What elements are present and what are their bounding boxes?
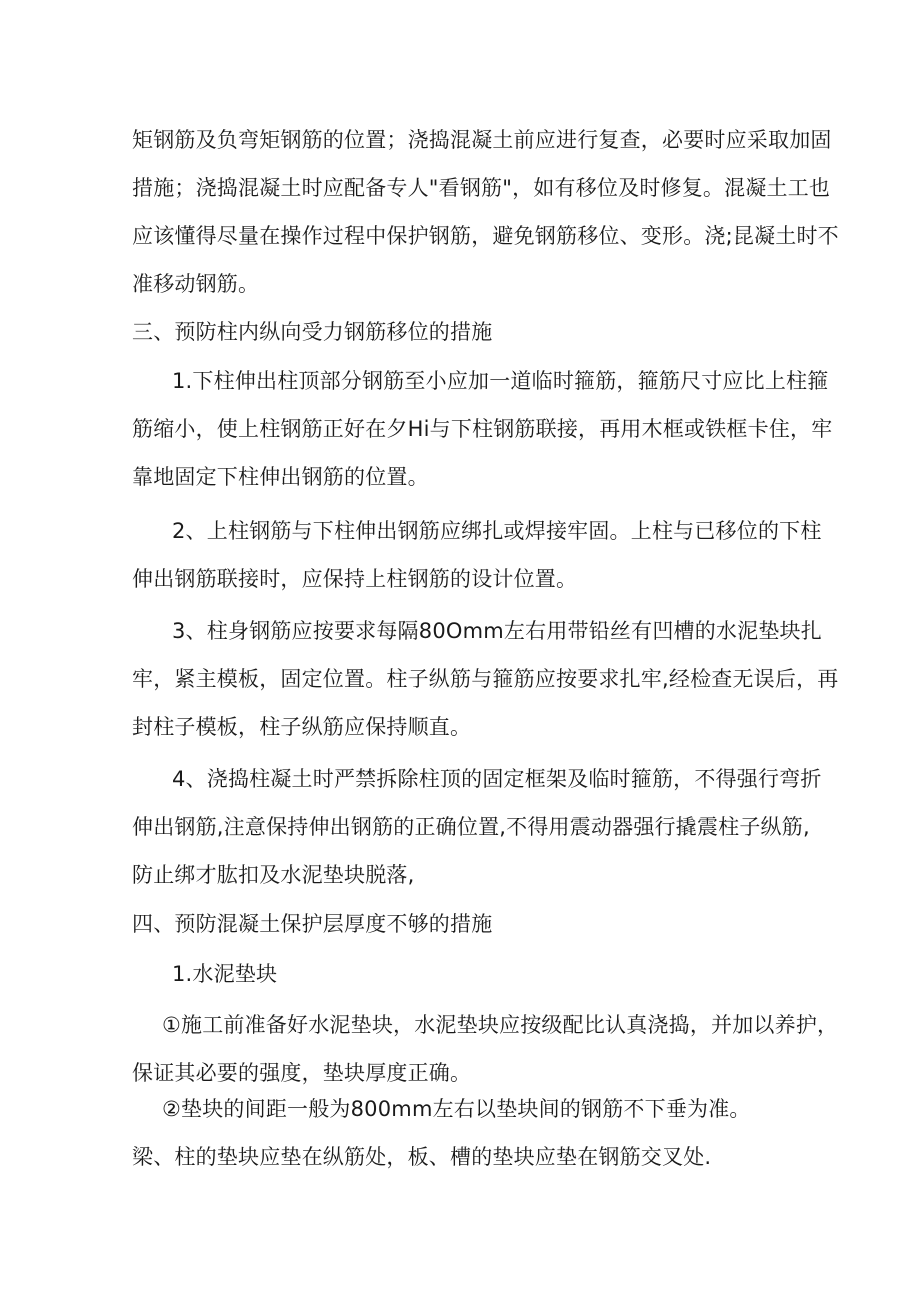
- text-line: 伸出钢筋联接时，应保持上柱钢筋的设计位置。: [132, 567, 578, 591]
- text-line: 牢，紧主模板，固定位置。柱子纵筋与箍筋应按要求扎牢,经检查无误后，再: [132, 667, 839, 691]
- section-heading-3: 三、预防柱内纵向受力钢筋移位的措施: [132, 320, 493, 344]
- text-line: 措施；浇捣混凝土时应配备专人"看钢筋"，如有移位及时修复。混凝土工也: [132, 176, 831, 200]
- text-line: ②垫块的间距一般为800mm左右以垫块间的钢筋不下垂为准。: [162, 1097, 751, 1121]
- text-line: 防止绑才肱扣及水泥垫块脱落,: [132, 863, 415, 887]
- text-line: 保证其必要的强度，垫块厚度正确。: [132, 1061, 472, 1085]
- text-line: 1.下柱伸出柱顶部分钢筋至小应加一道临时箍筋，箍筋尺寸应比上柱箍: [172, 369, 829, 393]
- text-line: 3、柱身钢筋应按要求每隔80Omm左右用带铅丝有凹槽的水泥垫块扎: [172, 619, 822, 643]
- text-line: 封柱子模板，柱子纵筋应保持顺直。: [132, 715, 472, 739]
- text-line: 伸出钢筋,注意保持伸出钢筋的正确位置,不得用震动器强行撬震柱子纵筋,: [132, 815, 810, 839]
- text-line: 矩钢筋及负弯矩钢筋的位置；浇捣混凝土前应进行复查，必要时应采取加固: [132, 128, 832, 152]
- text-line: 4、浇捣柱凝土时严禁拆除柱顶的固定框架及临时箍筋，不得强行弯折: [172, 767, 822, 791]
- text-line: 梁、柱的垫块应垫在纵筋处，板、槽的垫块应垫在钢筋交叉处.: [132, 1145, 712, 1169]
- text-line: 筋缩小，使上柱钢筋正好在夕Hi与下柱钢筋联接，再用木框或铁框卡住，牢: [132, 417, 833, 441]
- subheading: 1.水泥垫块: [172, 962, 278, 986]
- section-heading-4: 四、预防混凝土保护层厚度不够的措施: [132, 912, 493, 936]
- text-line: ①施工前准备好水泥垫块，水泥垫块应按级配比认真浇捣，并加以养护，: [162, 1013, 839, 1037]
- text-line: 准移动钢筋。: [132, 272, 260, 296]
- text-line: 应该懂得尽量在操作过程中保护钢筋，避免钢筋移位、变形。浇;昆凝土时不: [132, 224, 839, 248]
- text-line: 靠地固定下柱伸出钢筋的位置。: [132, 465, 429, 489]
- text-line: 2、上柱钢筋与下柱伸出钢筋应绑扎或焊接牢固。上柱与已移位的下柱: [172, 519, 822, 543]
